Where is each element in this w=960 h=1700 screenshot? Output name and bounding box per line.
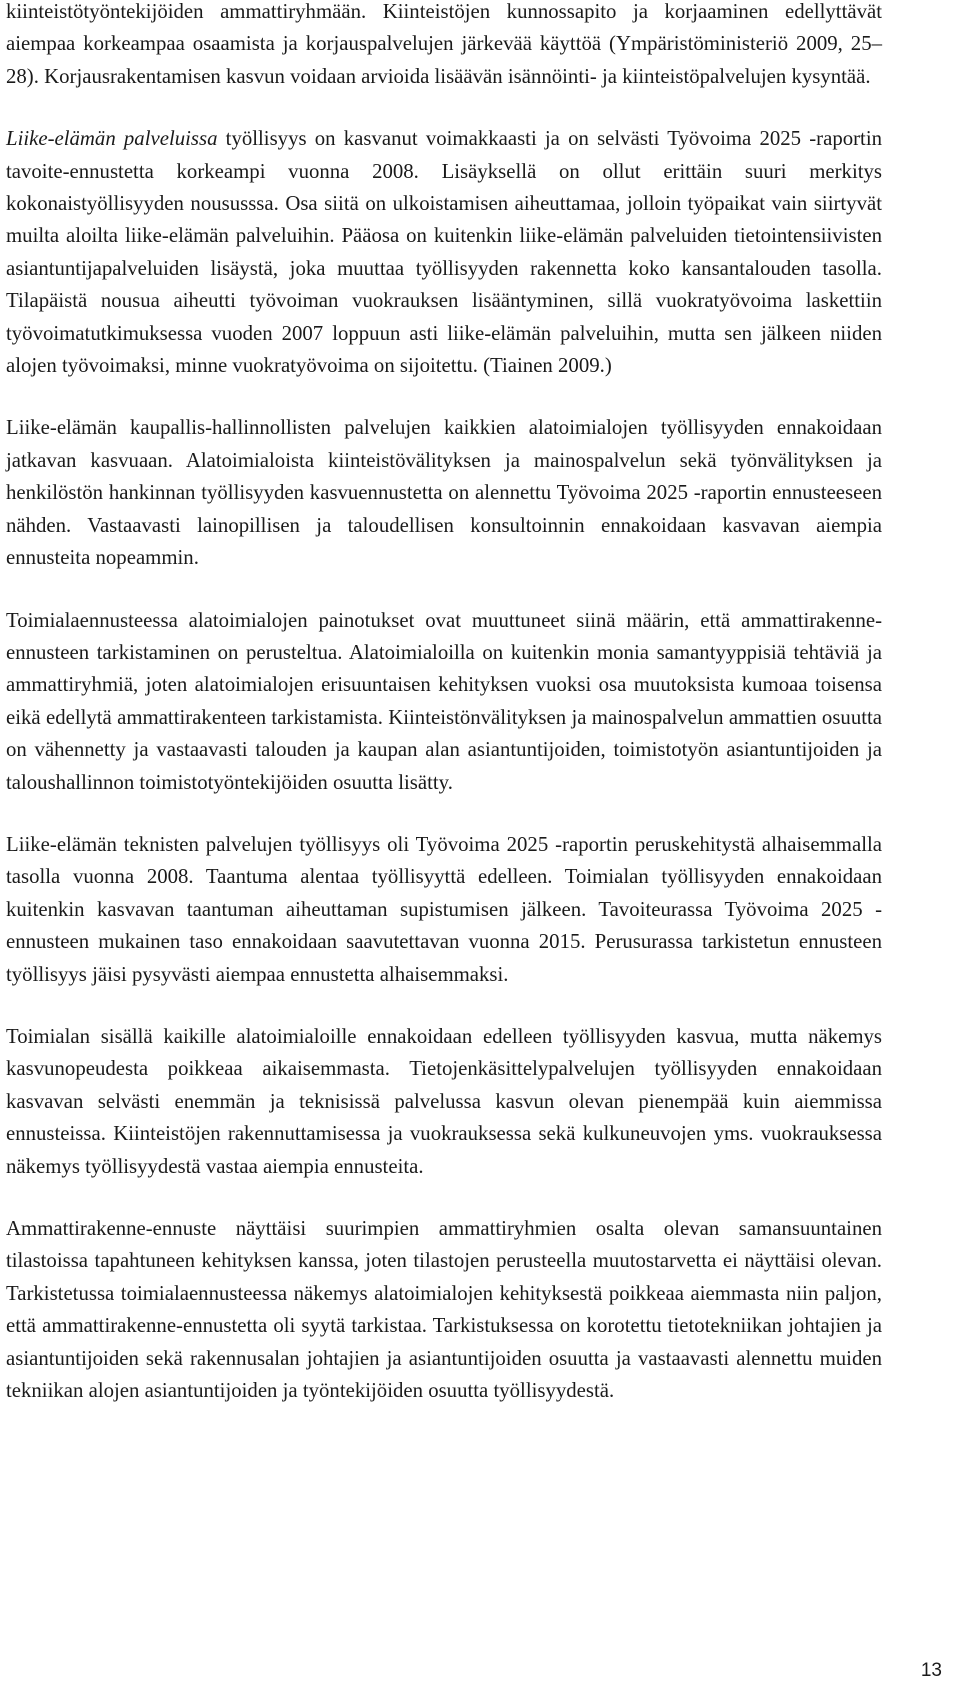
paragraph-7-text: Ammattirakenne-ennuste näyttäisi suurimpien ammattiryhmien osalta olevan samansuuntainen tilastoissa tapahtuneen kehityksen kanssa, joten tilastojen perusteella muutostarvetta ei näyttäisi olevan. Tarkistetussa toimialaennusteessa näkemys alatoimialojen kehityksestä poikkeaa aiemmasta niin paljon, että ammattirakenne-ennustetta oli syytä tarkistaa. Tarkistuksessa on korotettu tietotekniikan johtajien ja asiantuntijoiden sekä rakennusalan johtajien ja asiantuntijoiden osuutta ja vastaavasti alennettu muiden tekniikan alojen asiantuntijoiden ja työntekijöiden osuutta työllisyydestä.: [6, 1217, 882, 1403]
paragraph-3: [6, 412, 882, 574]
document-body: [6, 0, 882, 1437]
paragraph-1: [6, 0, 882, 93]
paragraph-2-text: työllisyys on kasvanut voimakkaasti ja on selvästi Työvoima 2025 -raportin tavoite-ennustetta korkeampi vuonna 2008. Lisäyksellä on ollut erittäin suuri merkitys kokonaistyöllisyyden noususssa. Osa siitä on ulkoistamisen aiheuttamaa, jolloin työpaikat vain siirtyvät muilta aloilta liike-elämän palveluihin. Pääosa on kuitenkin liike-elämän palveluiden tietointensiivisten asiantuntijapalveluiden lisäystä, joka muuttaa työllisyyden rakennetta koko kansantalouden tasolla. Tilapäistä nousua aiheutti työvoiman vuokrauksen lisääntyminen, sillä vuokratyövoima laskettiin työvoimatutkimuksessa vuoden 2007 loppuun asti liike-elämän palveluihin, mutta sen jälkeen niiden alojen työvoimaksi, minne vuokratyövoima on sijoitettu. (Tiainen 2009.): [6, 127, 882, 378]
paragraph-2: [6, 123, 882, 382]
paragraph-5-text: Liike-elämän teknisten palvelujen työllisyys oli Työvoima 2025 -raportin peruskehitystä alhaisemmalla tasolla vuonna 2008. Taantuma alentaa työllisyyttä edelleen. Toimialan työllisyyden ennakoidaan kuitenkin kasvavan taantuman aiheuttaman supistumisen jälkeen. Tavoiteurassa Työvoima 2025 -ennusteen mukainen taso ennakoidaan saavutettavan vuonna 2015. Perusurassa tarkistetun ennusteen työllisyys jäisi pysyvästi aiempaa ennustetta alhaisemmaksi.: [6, 832, 882, 986]
paragraph-5: [6, 829, 882, 991]
paragraph-2-lead-term: Liike-elämän palveluissa: [6, 127, 218, 151]
paragraph-4-text: Toimialaennusteessa alatoimialojen painotukset ovat muuttuneet siinä määrin, että ammattirakenne-ennusteen tarkistaminen on perusteltua. Alatoimialoilla on kuitenkin monia samantyyppisiä tehtäviä ja ammattiryhmiä, joten alatoimialojen erisuuntaisen kehityksen vuoksi osa muutoksista kumoaa toisensa eikä edellytä ammattirakenteen tarkistamista. Kiinteistönvälityksen ja mainospalvelun ammattien osuutta on vähennetty ja vastaavasti talouden ja kaupan alan asiantuntijoiden, toimistotyön asiantuntijoiden ja taloushallinnon toimistotyöntekijöiden osuutta lisätty.: [6, 608, 882, 794]
paragraph-4: [6, 605, 882, 799]
paragraph-6-text: Toimialan sisällä kaikille alatoimialoille ennakoidaan edelleen työllisyyden kasvua, mutta näkemys kasvunopeudesta poikkeaa aikaisemmasta. Tietojenkäsittelypalvelujen työllisyyden ennakoidaan kasvavan selvästi enemmän ja teknisissä palvelussa kasvun olevan pienempää kuin aiemmissa ennusteissa. Kiinteistöjen rakennuttamisessa ja vuokrauksessa sekä kulkuneuvojen yms. vuokrauksessa näkemys työllisyydestä vastaa aiempia ennusteita.: [6, 1024, 882, 1178]
page-number: 13: [920, 1660, 942, 1681]
paragraph-1-text: kiinteistötyöntekijöiden ammattiryhmään. Kiinteistöjen kunnossapito ja korjaaminen edellyttävät aiempaa korkeampaa osaamista ja korjauspalvelujen järkevää käyttöä (Ympäristöministeriö 2009, 25–28). Korjausrakentamisen kasvun voidaan arvioida lisäävän isännöinti- ja kiinteistöpalvelujen kysyntää.: [6, 0, 882, 88]
paragraph-3-text: Liike-elämän kaupallis-hallinnollisten palvelujen kaikkien alatoimialojen työllisyyden ennakoidaan jatkavan kasvuaan. Alatoimialoista kiinteistövälityksen ja mainospalvelun sekä työnvälityksen ja henkilöstön hankinnan työllisyyden kasvuennustetta on alennettu Työvoima 2025 -raportin ennusteeseen nähden. Vastaavasti lainopillisen ja taloudellisen konsultoinnin ennakoidaan kasvavan aiempia ennusteita nopeammin.: [6, 416, 882, 570]
paragraph-7: [6, 1213, 882, 1407]
paragraph-6: [6, 1021, 882, 1183]
